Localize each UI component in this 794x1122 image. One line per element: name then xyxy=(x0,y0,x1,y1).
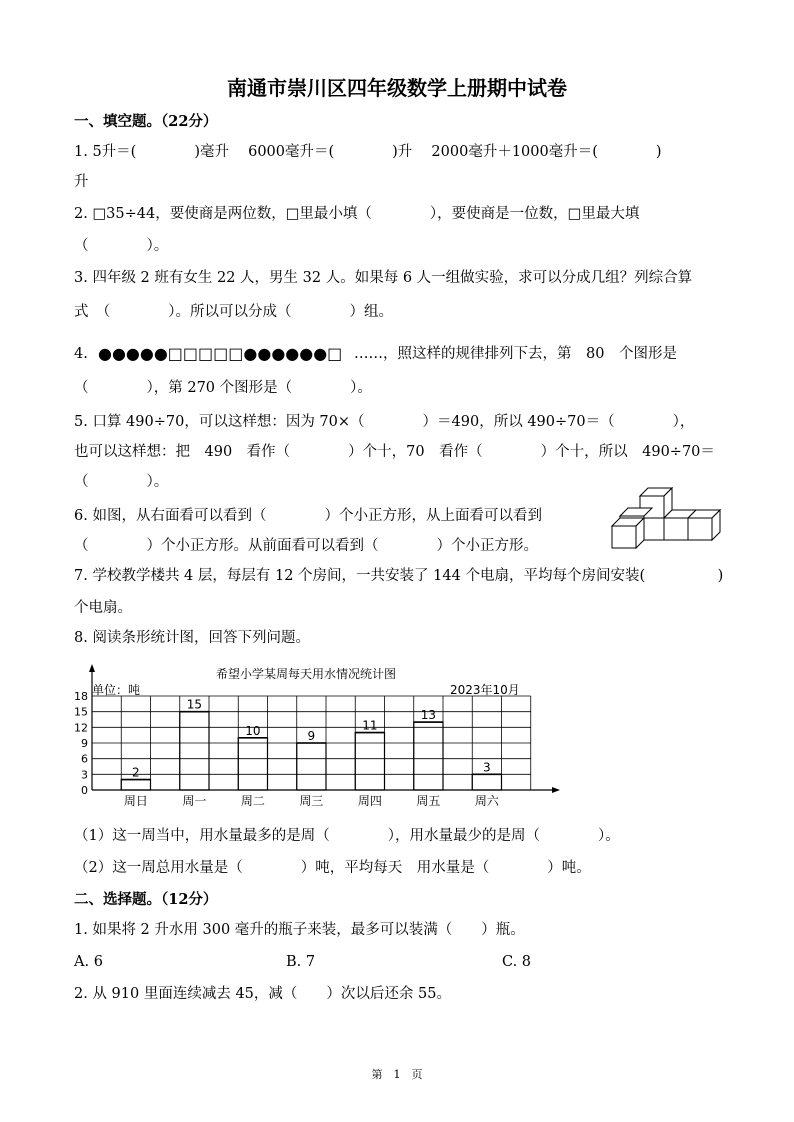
x-category-label: 周六 xyxy=(474,794,499,808)
y-tick-label: 9 xyxy=(81,737,88,750)
water-usage-bar-chart xyxy=(74,662,564,812)
question-3-line-1: 3. 四年级 2 班有女生 22 人，男生 32 人。如果每 6 人一组做实验，求可以分成几组？列综合算 xyxy=(74,270,693,286)
bar xyxy=(355,733,384,790)
x-category-label: 周一 xyxy=(182,794,207,808)
x-category-label: 周五 xyxy=(416,794,441,808)
bar xyxy=(180,712,209,790)
bar xyxy=(297,743,326,790)
chart-unit-label: 单位：吨 xyxy=(92,683,141,697)
choice-option-b: B. 7 xyxy=(286,954,316,970)
choice-question-1: 1. 如果将 2 升水用 300 毫升的瓶子来装，最多可以装满（ ）瓶。 xyxy=(74,922,525,938)
bar-value-label: 11 xyxy=(362,718,378,733)
question-8-part-1: （1）这一周当中，用水量最多的是周（ ），用水量最少的是周（ ）。 xyxy=(74,828,620,844)
bar xyxy=(121,780,150,790)
question-6-line-2: （ ）个小正方形。从前面看可以看到（ ）个小正方形。 xyxy=(74,538,538,554)
x-category-label: 周三 xyxy=(299,794,324,808)
section-1-heading: 一、填空题。（22分） xyxy=(74,113,218,130)
x-category-label: 周四 xyxy=(357,794,382,808)
bar-value-label: 15 xyxy=(186,697,203,712)
choice-option-a: A. 6 xyxy=(74,954,103,970)
chart-title: 希望小学某周每天用水情况统计图 xyxy=(215,667,397,681)
bar xyxy=(414,722,443,790)
y-axis-arrow xyxy=(89,664,95,672)
y-tick-label: 15 xyxy=(74,705,88,719)
section-2-heading: 二、选择题。（12分） xyxy=(74,891,218,908)
question-4-line-1: ……，照这样的规律排列下去，第 80 个图形是 xyxy=(354,346,677,362)
question-2-line-1: 2. □35÷44，要使商是两位数，□里最小填（ ），要使商是一位数，□里最大填 xyxy=(74,206,640,222)
question-1-line-1: 1. 5升＝( )毫升 6000毫升＝( )升 2000毫升＋1000毫升＝( ) xyxy=(74,144,662,160)
question-7-line-1: 7. 学校教学楼共 4 层，每层有 12 个房间，一共安装了 144 个电扇，平均每个房间安装( ) xyxy=(74,568,724,584)
y-tick-label: 0 xyxy=(81,784,88,797)
y-tick-label: 3 xyxy=(81,768,88,782)
question-4-number: 4. xyxy=(74,346,88,362)
cube-stack-figure xyxy=(608,484,726,552)
bar xyxy=(238,738,267,790)
bar-value-label: 9 xyxy=(307,729,316,743)
page-title: 南通市崇川区四年级数学上册期中试卷 xyxy=(227,76,567,100)
question-5-line-3: （ ）。 xyxy=(74,474,169,490)
question-1-line-2: 升 xyxy=(74,174,89,190)
page-footer: 第 1 页 xyxy=(371,1068,423,1081)
question-5-line-1: 5. 口算 490÷70，可以这样想：因为 70×（ ）＝490，所以 490÷70＝（ ）， xyxy=(74,414,695,430)
bar-value-label: 2 xyxy=(132,765,140,780)
x-category-label: 周日 xyxy=(123,794,148,808)
choice-question-2: 2. 从 910 里面连续减去 45，减（ ）次以后还余 55。 xyxy=(74,986,451,1002)
question-3-line-2: 式 （ ）。所以可以分成（ ）组。 xyxy=(74,304,393,320)
chart-bars xyxy=(121,712,501,790)
question-8-part-2: （2）这一周总用水量是（ ）吨，平均每天 用水量是（ ）吨。 xyxy=(74,860,591,876)
question-2-line-2: （ ）。 xyxy=(74,238,169,254)
bar-value-label: 3 xyxy=(483,760,491,775)
question-6-line-1: 6. 如图，从右面看可以看到（ ）个小正方形，从上面看可以看到 xyxy=(74,508,542,524)
choice-option-c: C. 8 xyxy=(502,954,532,970)
question-4-shape-pattern: ●●●●●□□□□□●●●●●●□ xyxy=(98,344,343,363)
bar xyxy=(472,774,501,790)
y-tick-label: 12 xyxy=(74,721,88,735)
question-5-line-2: 也可以这样想：把 490 看作（ ）个十，70 看作（ ）个十，所以 490÷70＝ xyxy=(74,444,715,460)
y-tick-label: 6 xyxy=(81,752,88,766)
y-tick-label: 18 xyxy=(74,690,88,703)
x-category-label: 周二 xyxy=(240,794,265,808)
question-4-line-2: （ ），第 270 个图形是（ ）。 xyxy=(74,380,372,396)
question-7-line-2: 个电扇。 xyxy=(74,600,132,616)
x-axis-arrow xyxy=(552,787,560,793)
bar-value-label: 13 xyxy=(420,708,437,723)
chart-date-label: 2023年10月 xyxy=(450,683,520,697)
question-8-prompt: 8. 阅读条形统计图，回答下列问题。 xyxy=(74,630,310,646)
bar-value-label: 10 xyxy=(245,723,261,738)
